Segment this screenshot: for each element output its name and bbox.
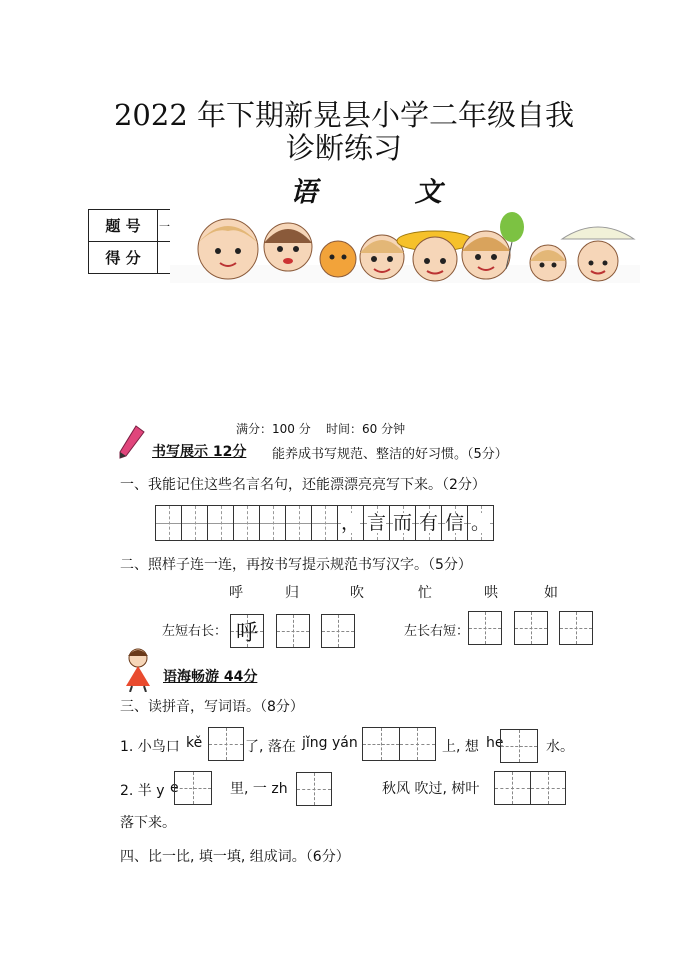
- child-face-6: [462, 231, 510, 279]
- grid-cell[interactable]: [181, 505, 208, 541]
- grid-cell: ，: [337, 505, 364, 541]
- writing-grid-q1: [156, 505, 494, 541]
- score-row-label: 得 分: [89, 242, 158, 274]
- q2-char[interactable]: 如: [544, 585, 558, 601]
- children-illustration: [170, 209, 640, 283]
- writing-box[interactable]: [468, 611, 502, 645]
- section-title-language: 语海畅游 44分: [163, 669, 258, 685]
- q2-char[interactable]: 归: [285, 585, 299, 601]
- q3-line1-d: 水。: [546, 739, 574, 755]
- grid-cell[interactable]: [311, 505, 338, 541]
- q2-char[interactable]: 吹: [350, 585, 364, 601]
- grid-cell: 。: [467, 505, 494, 541]
- grid-cell[interactable]: [155, 505, 182, 541]
- q2-char[interactable]: 哄: [484, 585, 498, 601]
- answer-box[interactable]: [362, 727, 436, 761]
- grid-cell: 而: [389, 505, 416, 541]
- q3-line1-a: 1. 小鸟口: [120, 739, 180, 755]
- title-line-1: 2022 年下期新晃县小学二年级自我: [113, 98, 575, 132]
- full-score: 满分：100 分: [236, 422, 311, 436]
- q2-char[interactable]: 呼: [229, 585, 243, 601]
- grid-cell[interactable]: [285, 505, 312, 541]
- subject-title: 语 文: [290, 177, 486, 208]
- q3-line2-a: 2. 半 y: [120, 783, 165, 799]
- question-4-text: 四、比一比, 填一填, 组成词。（6分）: [120, 849, 350, 865]
- pinyin: e: [170, 780, 179, 796]
- child-face-3: [320, 241, 356, 277]
- section-title-writing: 书写展示 12分: [152, 444, 247, 460]
- writing-box[interactable]: [276, 614, 310, 648]
- grid-cell[interactable]: [233, 505, 260, 541]
- q2-char[interactable]: 忙: [418, 585, 432, 601]
- grid-cell[interactable]: [259, 505, 286, 541]
- sample-char-box: 呼: [230, 614, 264, 648]
- answer-box[interactable]: [174, 771, 212, 805]
- answer-box[interactable]: [500, 729, 538, 763]
- writing-box[interactable]: [321, 614, 355, 648]
- answer-box[interactable]: [296, 772, 332, 806]
- section-desc-writing: 能养成书写规范、整洁的好习惯。（5分）: [272, 447, 508, 462]
- score-row-label: 题 号: [89, 210, 158, 242]
- q3-line1-c: 上, 想: [442, 739, 479, 755]
- child-face-1: [198, 219, 258, 279]
- answer-box[interactable]: [208, 727, 244, 761]
- left-long-right-short-label: 左长右短：: [404, 624, 470, 639]
- q3-line3: 落下来。: [120, 815, 176, 831]
- question-2-text: 二、照样子连一连，再按书写提示规范书写汉字。（5分）: [120, 557, 472, 573]
- grid-cell: 言: [363, 505, 390, 541]
- left-short-right-long-label: 左短右长：: [162, 624, 228, 639]
- child-face-7: [530, 245, 566, 281]
- grid-cell[interactable]: [207, 505, 234, 541]
- pencil-icon: [116, 424, 146, 462]
- writing-box[interactable]: [514, 611, 548, 645]
- pinyin: kě: [186, 735, 203, 751]
- question-3-text: 三、读拼音，写词语。（8分）: [120, 699, 304, 715]
- pinyin: he: [486, 735, 504, 751]
- q3-line1-b: 了, 落在: [245, 739, 296, 755]
- time-limit: 时间：60 分钟: [326, 422, 406, 436]
- q3-line2-b: 里, 一 zh: [230, 781, 288, 797]
- title-line-2: 诊断练习: [285, 131, 402, 165]
- answer-box[interactable]: [494, 771, 566, 805]
- child-face-2: [264, 223, 312, 271]
- girl-icon: [122, 646, 154, 692]
- writing-box[interactable]: [559, 611, 593, 645]
- score-cell: 一: [158, 210, 227, 242]
- q3-line2-c: 秋风 吹过, 树叶: [382, 781, 480, 797]
- question-1-text: 一、我能记住这些名言名句，还能漂漂亮亮写下来。（2分）: [120, 477, 486, 493]
- pinyin: jǐng yán: [302, 735, 358, 751]
- grid-cell: 信: [441, 505, 468, 541]
- grid-cell: 有: [415, 505, 442, 541]
